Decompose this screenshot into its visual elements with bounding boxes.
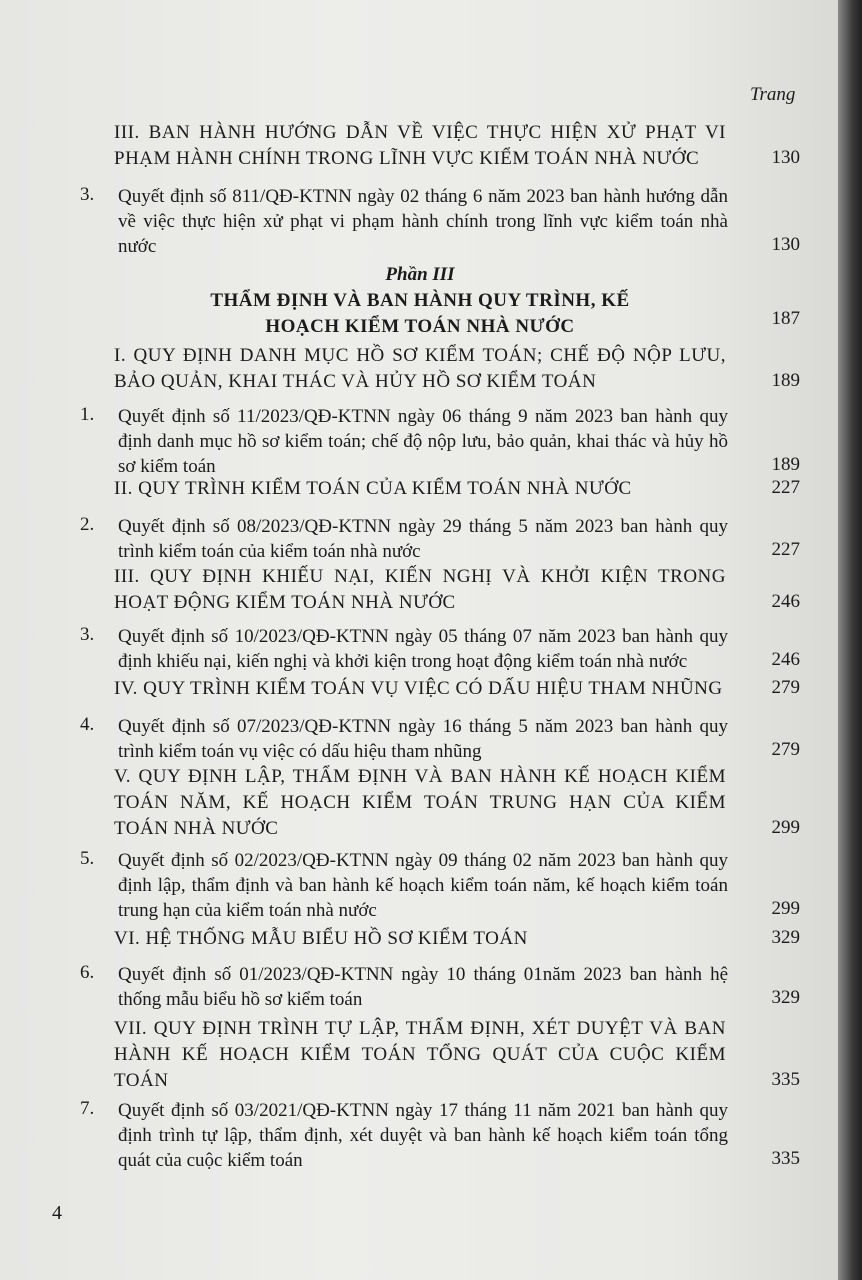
toc-entry-text: I. QUY ĐỊNH DANH MỤC HỒ SƠ KIỂM TOÁN; CHẾ ĐỘ NỘP LƯU, BẢO QUẢN, KHAI THÁC VÀ HỦY HỒ SƠ KIỂM TOÁN [114,345,726,392]
toc-page-number: 335 [771,1069,800,1090]
toc-page-number: 227 [771,539,800,560]
toc-item-number: 5. [80,848,95,869]
page-column-header: Trang [750,84,796,105]
toc-page-number: 335 [771,1148,800,1169]
toc-entry-text: Quyết định số 10/2023/QĐ-KTNN ngày 05 tháng 07 năm 2023 ban hành quy định khiếu nại, kiến nghị và khởi kiện trong hoạt động kiểm toán nhà nước [118,626,728,672]
toc-page-number: 279 [771,739,800,760]
toc-entry-text: Quyết định số 811/QĐ-KTNN ngày 02 tháng 6 năm 2023 ban hành hướng dẫn về việc thực hiện xử phạt vi phạm hành chính trong lĩnh vực kiểm toán nhà nước [118,186,728,257]
page-edge [838,0,862,1280]
toc-entry-text: III. QUY ĐỊNH KHIẾU NẠI, KIẾN NGHỊ VÀ KHỞI KIỆN TRONG HOẠT ĐỘNG KIỂM TOÁN NHÀ NƯỚC [114,566,726,613]
toc-item-number: 1. [80,404,95,425]
toc-item-number: 2. [80,514,95,535]
toc-entry-text: Quyết định số 07/2023/QĐ-KTNN ngày 16 tháng 5 năm 2023 ban hành quy trình kiểm toán vụ việc có dấu hiệu tham nhũng [118,716,728,762]
toc-entry-text: IV. QUY TRÌNH KIỂM TOÁN VỤ VIỆC CÓ DẤU HIỆU THAM NHŨNG [114,678,723,699]
toc-item-number: 6. [80,962,95,983]
part-title: THẨM ĐỊNH VÀ BAN HÀNH QUY TRÌNH, KẾ HOẠCH KIỂM TOÁN NHÀ NƯỚC [210,290,630,337]
toc-page-number: 299 [771,898,800,919]
toc-item-number: 7. [80,1098,95,1119]
toc-page-number: 227 [771,477,800,498]
toc-entry-text: Quyết định số 08/2023/QĐ-KTNN ngày 29 tháng 5 năm 2023 ban hành quy trình kiểm toán của kiểm toán nhà nước [118,516,728,562]
footer-page-number: 4 [52,1202,62,1224]
toc-item-number: 3. [80,184,95,205]
toc-page-number: 279 [771,677,800,698]
toc-page-number: 130 [771,147,800,168]
toc-page-number: 130 [771,234,800,255]
toc-entry-text: III. BAN HÀNH HƯỚNG DẪN VỀ VIỆC THỰC HIỆN XỬ PHẠT VI PHẠM HÀNH CHÍNH TRONG LĨNH VỰC KIỂM TOÁN NHÀ NƯỚC [114,122,726,169]
toc-page-number: 329 [771,987,800,1008]
toc-entry-text: Quyết định số 11/2023/QĐ-KTNN ngày 06 tháng 9 năm 2023 ban hành quy định danh mục hồ sơ kiểm toán; chế độ nộp lưu, bảo quản, khai thác và hủy hồ sơ kiểm toán [118,406,728,477]
toc-entry-text: Quyết định số 02/2023/QĐ-KTNN ngày 09 tháng 02 năm 2023 ban hành quy định lập, thẩm định và ban hành kế hoạch kiểm toán năm, kế hoạch kiểm toán trung hạn của kiểm toán nhà nước [118,850,728,921]
toc-entry-text: VII. QUY ĐỊNH TRÌNH TỰ LẬP, THẨM ĐỊNH, XÉT DUYỆT VÀ BAN HÀNH KẾ HOẠCH KIỂM TOÁN TỔNG QUÁT CỦA CUỘC KIỂM TOÁN [114,1018,726,1091]
toc-page-number: 189 [771,370,800,391]
toc-entry-text: VI. HỆ THỐNG MẪU BIỂU HỒ SƠ KIỂM TOÁN [114,928,528,949]
toc-item-number: 3. [80,624,95,645]
toc-item-number: 4. [80,714,95,735]
part-label: Phần III [385,264,455,285]
toc-page-number: 246 [771,649,800,670]
toc-page-number: 329 [771,927,800,948]
toc-entry-text: Quyết định số 01/2023/QĐ-KTNN ngày 10 tháng 01năm 2023 ban hành hệ thống mẫu biểu hồ sơ kiểm toán [118,964,728,1010]
toc-page-number: 246 [771,591,800,612]
toc-entry-text: II. QUY TRÌNH KIỂM TOÁN CỦA KIỂM TOÁN NHÀ NƯỚC [114,478,632,499]
toc-entry-text: Quyết định số 03/2021/QĐ-KTNN ngày 17 tháng 11 năm 2021 ban hành quy định trình tự lập, thẩm định, xét duyệt và ban hành kế hoạch kiểm toán tổng quát của cuộc kiểm toán [118,1100,728,1171]
toc-page-number: 299 [771,817,800,838]
toc-page-number: 189 [771,454,800,475]
part-page-number: 187 [771,308,800,329]
part-heading [210,264,630,340]
toc-entry-text: V. QUY ĐỊNH LẬP, THẨM ĐỊNH VÀ BAN HÀNH KẾ HOẠCH KIỂM TOÁN NĂM, KẾ HOẠCH KIỂM TOÁN TRUNG HẠN CỦA KIỂM TOÁN NHÀ NƯỚC [114,766,726,839]
